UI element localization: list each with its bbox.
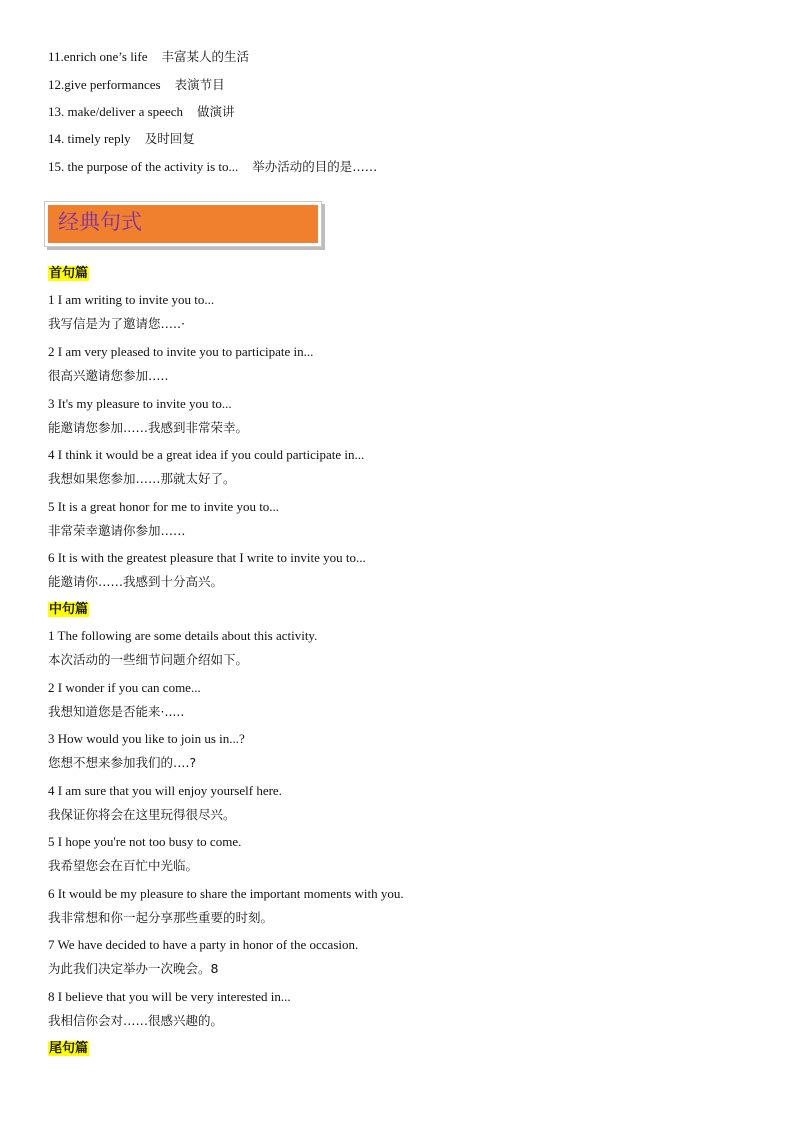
- sentence-chinese: 非常荣幸邀请你参加……: [48, 523, 186, 538]
- sentence-english: 2 I wonder if you can come...: [48, 680, 201, 695]
- sentence-english: 6 It would be my pleasure to share the important moments with you.: [48, 886, 404, 901]
- sentence-english: 5 It is a great honor for me to invite you to...: [48, 499, 280, 514]
- heading-highlight: 尾句篇: [49, 1041, 89, 1056]
- sentence-chinese: 本次活动的一些细节问题介绍如下。: [48, 652, 249, 667]
- section-heading-middle: [48, 601, 89, 618]
- sentence-chinese: 为此我们决定举办一次晚会。8: [48, 961, 219, 976]
- vocab-item: [48, 131, 195, 147]
- sentence-chinese: 您想不想来参加我们的….?: [48, 755, 197, 770]
- sentence-english: 1 I am writing to invite you to...: [48, 292, 215, 307]
- heading-highlight: 首句篇: [49, 266, 89, 281]
- section-heading-closing: [48, 1040, 89, 1057]
- vocab-item: [48, 77, 225, 93]
- sentence-chinese: 我写信是为了邀请您…..·: [48, 316, 185, 331]
- sentence-english: 3 How would you like to join us in...?: [48, 731, 245, 746]
- sentence-english: 3 It's my pleasure to invite you to...: [48, 396, 232, 411]
- sentence-chinese: 我相信你会对……很感兴趣的。: [48, 1013, 224, 1028]
- sentence-chinese: 我想知道您是否能来·.....: [48, 704, 185, 719]
- vocab-chinese: 做演讲: [197, 104, 235, 119]
- sentence-chinese: 我希望您会在百忙中光临。: [48, 858, 199, 873]
- sentence-chinese: 我非常想和你一起分享那些重要的时刻。: [48, 910, 274, 925]
- sentence-chinese: 我想如果您参加……那就太好了。: [48, 471, 236, 486]
- vocab-item: [48, 104, 235, 120]
- sentence-english: 8 I believe that you will be very interested in...: [48, 989, 291, 1004]
- vocab-english: 13. make/deliver a speech: [48, 104, 183, 119]
- sentence-chinese: 很高兴邀请您参加…..: [48, 368, 169, 383]
- vocab-chinese: 丰富某人的生活: [161, 49, 250, 64]
- sentence-chinese: 我保证你将会在这里玩得很尽兴。: [48, 807, 236, 822]
- heading-highlight: 中句篇: [49, 602, 89, 617]
- sentence-chinese: 能邀请您参加……我感到非常荣幸。: [48, 420, 249, 435]
- banner-title: 经典句式: [58, 210, 142, 234]
- vocab-english: 14. timely reply: [48, 131, 131, 146]
- vocab-english: 15. the purpose of the activity is to...: [48, 159, 239, 174]
- vocab-english: 11.enrich one’s life: [48, 49, 148, 64]
- section-heading-opening: [48, 265, 89, 282]
- vocab-chinese: 表演节目: [174, 77, 225, 92]
- vocab-english: 12.give performances: [48, 77, 161, 92]
- vocab-chinese: 及时回复: [144, 131, 195, 146]
- sentence-english: 1 The following are some details about this activity.: [48, 628, 318, 643]
- vocab-item: [48, 159, 377, 175]
- vocab-item: [48, 49, 249, 65]
- sentence-english: 5 I hope you're not too busy to come.: [48, 834, 242, 849]
- sentence-english: 4 I am sure that you will enjoy yourself here.: [48, 783, 282, 798]
- sentence-english: 7 We have decided to have a party in honor of the occasion.: [48, 937, 359, 952]
- sentence-english: 6 It is with the greatest pleasure that I write to invite you to...: [48, 550, 366, 565]
- sentence-chinese: 能邀请你……我感到十分高兴。: [48, 574, 224, 589]
- vocab-chinese: 举办活动的目的是……: [252, 159, 378, 174]
- sentence-english: 2 I am very pleased to invite you to participate in...: [48, 344, 314, 359]
- sentence-english: 4 I think it would be a great idea if you could participate in...: [48, 447, 365, 462]
